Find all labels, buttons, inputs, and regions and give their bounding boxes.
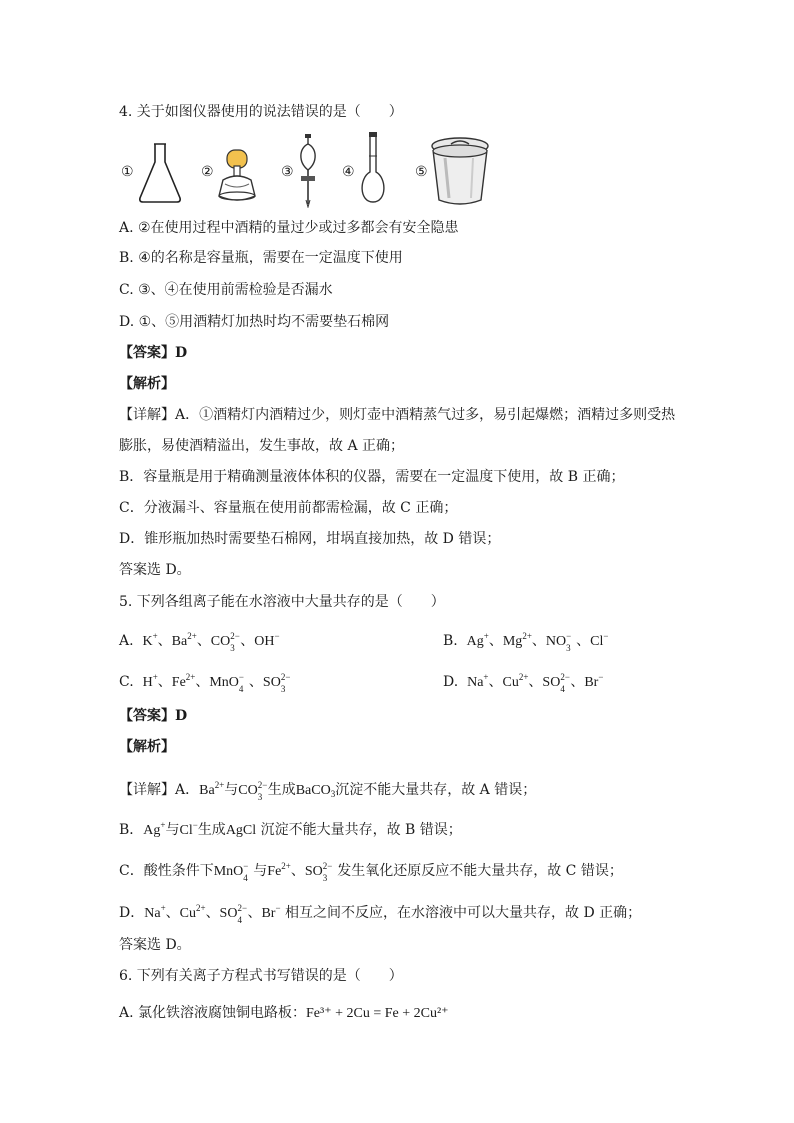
q6-option-a-equation: Fe³⁺ + 2Cu = Fe + 2Cu²⁺ [306,1006,449,1021]
q4-detail-c: C．分液漏斗、容量瓶在使用前都需检漏，故 C 正确； [119,500,458,516]
conical-flask-icon [137,142,183,204]
q4-option-c: C. ③、④在使用前需检验是否漏水 [119,282,333,298]
q5-option-c: C. H+、$Fe^{2+}$、MnO − 4 、SO 2− 3 [119,672,291,694]
q5-detail-c: C．酸性条件下MnO − 4 与$Fe^{2+}$、SO 2− 3 发生氧化还原反应不能大量共存，故 C 错误； [119,861,623,883]
q5-detail-d: D．Na+、$Cu^{2+}$、SO 2− 4 、Br− 相互之间不反应，在水溶液中可以大量共存，故 D 正确； [119,903,642,925]
q5-stem: 5. 下列各组离子能在水溶液中大量共存的是（ ） [119,594,445,610]
q4-option-b: B. ④的名称是容量瓶，需要在一定温度下使用 [119,250,403,266]
q5-answer: 【答案】D [119,708,188,724]
q4-detail-line1: 【详解】A．①酒精灯内酒精过少，则灯壶中酒精蒸气过多，易引起爆燃；酒精过多则受热 [119,407,676,423]
alcohol-lamp-icon [215,148,259,204]
q5-analysis-heading: 【解析】 [119,739,175,755]
q5-conclusion: 答案选 D。 [119,937,191,953]
label-5: ⑤ [415,164,428,180]
separatory-funnel-icon [295,134,321,208]
q5-option-a: A. K+、$Ba^{2+}$、CO 2− 3 、OH− [119,631,280,653]
label-4: ④ [342,164,355,180]
q4-option-a: A. ②在使用过程中酒精的量过少或过多都会有安全隐患 [119,220,459,236]
q4-stem: 4. 关于如图仪器使用的说法错误的是（ ） [119,104,403,120]
label-3: ③ [281,164,294,180]
q4-conclusion: 答案选 D。 [119,562,191,578]
q4-analysis-heading: 【解析】 [119,376,175,392]
q4-apparatus-figure [119,140,519,210]
q5-option-b: B. Ag+、$Mg^{2+}$、NO − 3 、Cl− [443,631,609,653]
crucible-icon [429,134,491,208]
label-1: ① [121,164,134,180]
q5-detail-b: B．Ag+与Cl−生成AgCl 沉淀不能大量共存，故 B 错误； [119,820,462,838]
q6-option-a: A. 氯化铁溶液腐蚀铜电路板：Fe³⁺ + 2Cu = Fe + 2Cu²⁺ [119,1005,449,1021]
label-2: ② [201,164,214,180]
q4-detail-b: B．容量瓶是用于精确测量液体体积的仪器，需要在一定温度下使用，故 B 正确； [119,469,625,485]
q5-option-d: D. Na+、$Cu^{2+}$、SO 2− 4 、Br− [443,672,604,694]
q4-option-d: D. ①、⑤用酒精灯加热时均不需要垫石棉网 [119,314,390,330]
q4-detail-line2: 膨胀，易使酒精溢出，发生事故，故 A 正确； [119,438,405,454]
q4-detail-d: D．锥形瓶加热时需要垫石棉网，坩埚直接加热，故 D 错误； [119,531,501,547]
q5-detail-a: 【详解】A．$Ba^{2+}$与CO 2− 3 生成BaCO$_3$沉淀不能大量共存，故 A 错误； [119,780,537,802]
q4-answer: 【答案】D [119,345,188,361]
volumetric-flask-icon [357,132,389,206]
q6-stem: 6. 下列有关离子方程式书写错误的是（ ） [119,968,403,984]
